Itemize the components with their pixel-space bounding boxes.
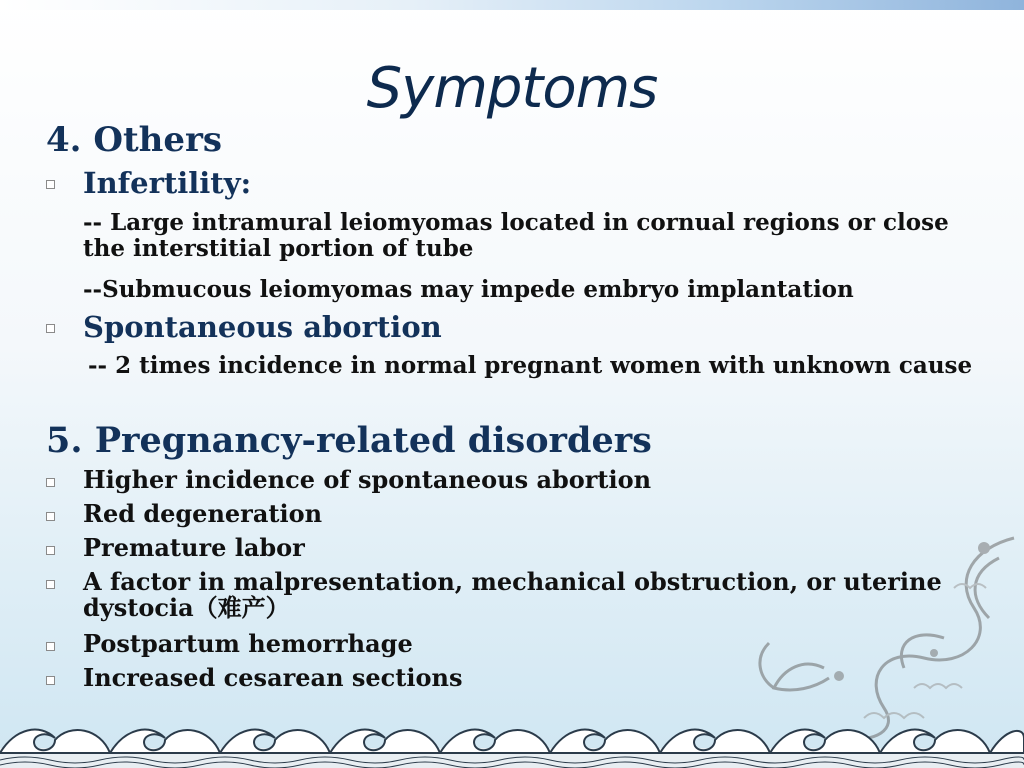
section-heading-others: 4. Others [46,120,223,160]
bullet-icon [46,580,55,589]
detail-line: -- 2 times incidence in normal pregnant women with unknown cause [88,352,973,379]
detail-line: -- Large intramural leiomyomas located in cornual regions or close [83,209,949,236]
list-item-text: Red degeneration [83,499,323,528]
wave-border-decoration [0,708,1024,768]
bullet-icon [46,324,55,333]
bullet-icon [46,180,55,189]
list-item-text: Premature labor [83,533,305,562]
list-item-text: Increased cesarean sections [83,663,463,692]
list-item-text: Higher incidence of spontaneous abortion [83,465,652,494]
list-item-text: Postpartum hemorrhage [83,629,413,658]
bullet-icon [46,676,55,685]
top-accent-bar [0,0,1024,10]
bullet-icon [46,512,55,521]
detail-line: the interstitial portion of tube [83,235,474,262]
list-item-text: A factor in malpresentation, mechanical obstruction, or uterine [83,567,942,596]
bullet-icon [46,546,55,555]
bullet-icon [46,478,55,487]
section-heading-pregnancy-disorders: 5. Pregnancy-related disorders [46,420,652,461]
bullet-label: Infertility: [83,166,252,200]
bullet-icon [46,642,55,651]
detail-line: --Submucous leiomyomas may impede embryo implantation [83,276,854,303]
list-item-text: dystocia（难产） [83,593,290,622]
bullet-label: Spontaneous abortion [83,310,442,344]
slide-title: Symptoms [366,56,658,121]
